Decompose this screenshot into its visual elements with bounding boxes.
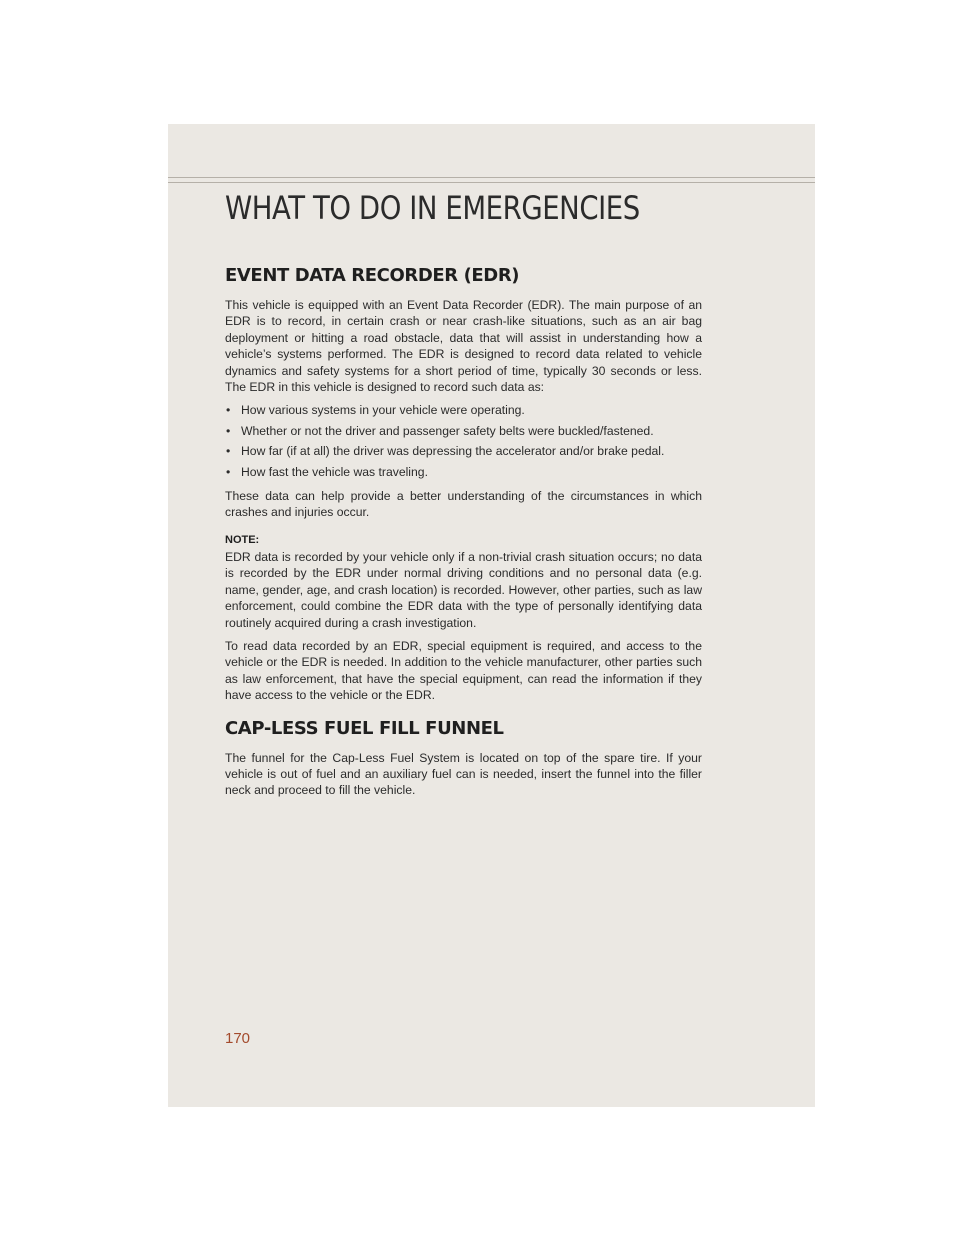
edr-summary-paragraph: These data can help provide a better understanding of the circumstances in which crashes and injuries occur.	[225, 489, 702, 520]
chapter-title: WHAT TO DO IN EMERGENCIES	[225, 189, 640, 227]
manual-page	[168, 124, 815, 1107]
edr-access-paragraph: To read data recorded by an EDR, special equipment is required, and access to the vehicle or the EDR is needed. In addition to the vehicle manufacturer, other parties such as law enforcement, that have the special equipment, can read the information if they have access to the vehicle or the EDR.	[225, 638, 702, 703]
list-item-text: How various systems in your vehicle were operating.	[241, 403, 525, 418]
edr-intro-paragraph: This vehicle is equipped with an Event Data Recorder (EDR). The main purpose of an EDR is to record, in certain crash or near crash-like situations, such as an air bag deployment or hitting a road obstacle, data that will assist in understanding how a vehicle’s systems performed. The EDR is designed to record data related to vehicle dynamics and safety systems for a short period of time, typically 30 seconds or less. The EDR in this vehicle is designed to record such data as:	[225, 298, 702, 395]
edr-data-list	[225, 402, 702, 480]
page-number: 170	[225, 1030, 251, 1047]
note-paragraph: EDR data is recorded by your vehicle only if a non-trivial crash situation occurs; no data is recorded by the EDR under normal driving conditions and no personal data (e.g. name, gender, age, and crash location) is recorded. However, other parties, such as law enforcement, could combine the EDR data with the type of personally identifying data routinely acquired during a crash investigation.	[225, 549, 702, 630]
header-rule-bottom	[168, 182, 815, 183]
section-heading-fuel-funnel: CAP-LESS FUEL FILL FUNNEL	[225, 717, 504, 739]
note-label: NOTE:	[225, 533, 260, 546]
bullet-icon: •	[226, 403, 231, 418]
list-item	[225, 402, 702, 418]
section-heading-edr: EVENT DATA RECORDER (EDR)	[225, 265, 520, 286]
list-item-text: How fast the vehicle was traveling.	[241, 464, 428, 479]
list-item-text: How far (if at all) the driver was depressing the accelerator and/or brake pedal.	[241, 444, 665, 459]
fuel-funnel-paragraph: The funnel for the Cap-Less Fuel System is located on top of the spare tire. If your vehicle is out of fuel and an auxiliary fuel can is needed, insert the funnel into the filler neck and proceed to fill the vehicle.	[225, 750, 702, 798]
header-rule-top	[168, 177, 815, 178]
list-item-text: Whether or not the driver and passenger safety belts were buckled/fastened.	[241, 423, 654, 438]
list-item	[225, 464, 702, 480]
page-content	[225, 264, 702, 806]
bullet-icon: •	[226, 423, 231, 438]
bullet-icon: •	[226, 464, 231, 479]
list-item	[225, 423, 702, 439]
bullet-icon: •	[226, 444, 231, 459]
list-item	[225, 443, 702, 459]
